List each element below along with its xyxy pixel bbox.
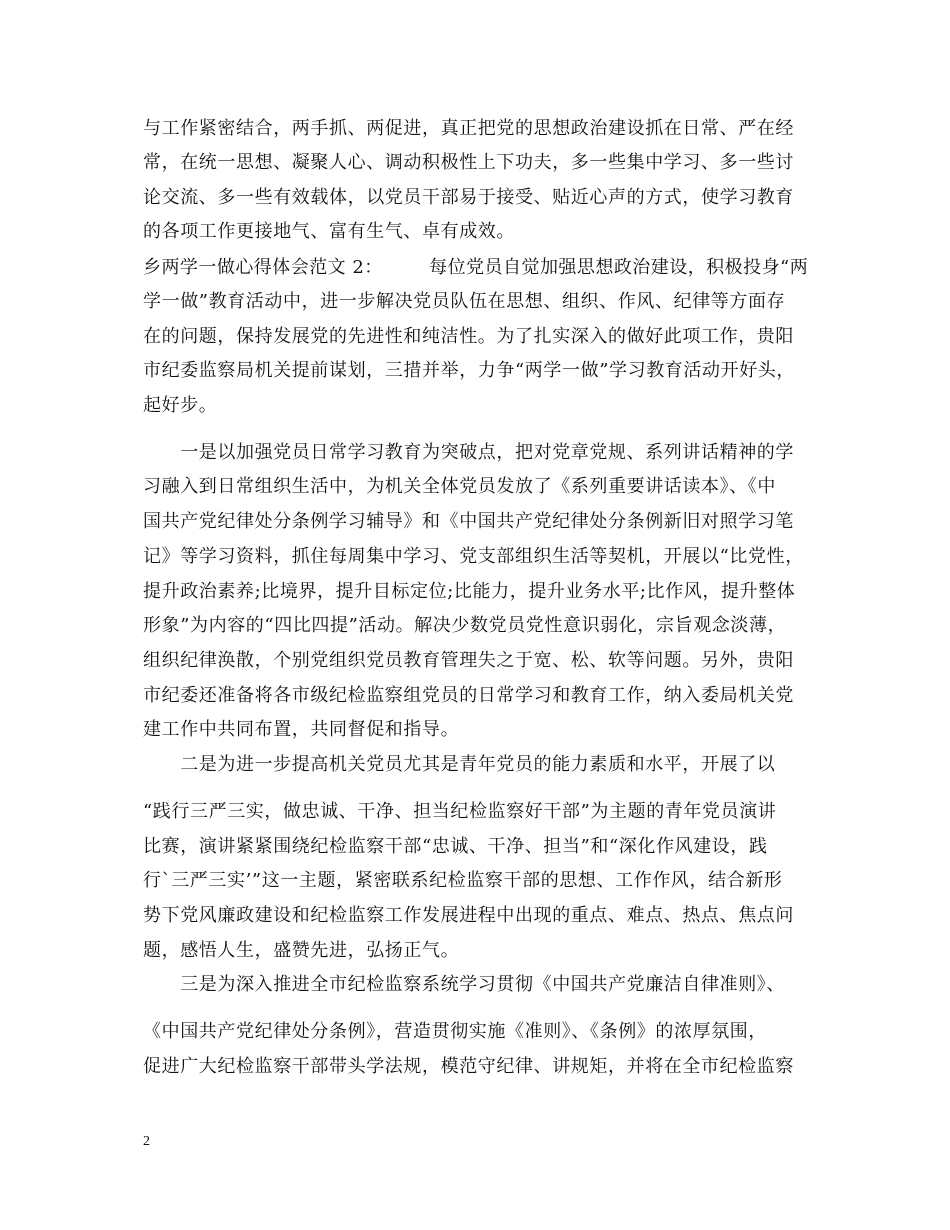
text-line: 起好步。 [143,395,218,416]
text-line: 建工作中共同布置，共同督促和指导。 [143,719,460,740]
text-line: 行`三严三实’”这一主题，紧密联系纪检监察干部的思想、工作作风，结合新形 [143,870,783,891]
text-line: 促进广大纪检监察干部带头学法规，模范守纪律、讲规矩，并将在全市纪检监察 [143,1056,794,1077]
text-line: 与工作紧密结合，两手抓、两促进，真正把党的思想政治建设抓在日常、严在经 [143,118,794,139]
text-line: 记》等学习资料，抓住每周集中学习、党支部组织生活等契机，开展以“比党性， [143,546,804,567]
text-line: 市纪委还准备将各市级纪检监察组党员的日常学习和教育工作，纳入委局机关党 [143,685,794,706]
text-line: 比赛，演讲紧紧围绕纪检监察干部“忠诚、干净、担当”和“深化作风建设，践 [143,836,768,857]
text-line: 乡两学一做心得体会范文 2： 每位党员自觉加强思想政治建设，积极投身“两 [143,257,809,278]
text-line: 习融入到日常组织生活中，为机关全体党员发放了《系列重要讲话读本》、《中 [143,476,776,497]
text-line: 在的问题，保持发展党的先进性和纯洁性。为了扎实深入的做好此项工作，贵阳 [143,326,794,347]
page-number: 2 [143,1134,150,1149]
text-line: 题，感悟人生，盛赞先进，弘扬正气。 [143,940,460,961]
text-line: 一是以加强党员日常学习教育为突破点，把对党章党规、系列讲话精神的学 [143,442,794,463]
text-line: 势下党风廉政建设和纪检监察工作发展进程中出现的重点、难点、热点、焦点问 [143,905,794,926]
text-line: 市纪委监察局机关提前谋划，三措并举，力争“两学一做”学习教育活动开好头， [143,360,796,381]
text-line: 形象”为内容的“四比四提”活动。解决少数党员党性意识弱化，宗旨观念淡薄， [143,615,787,636]
text-line: 三是为深入推进全市纪检监察系统学习贯彻《中国共产党廉洁自律准则》、 [143,974,785,995]
text-line: 组织纪律涣散，个别党组织党员教育管理失之于宽、松、软等问题。另外，贵阳 [143,650,794,671]
text-line: “践行三严三实，做忠诚、干净、担当纪检监察好干部”为主题的青年党员演讲 [143,801,777,822]
text-line: 论交流、多一些有效载体，以党员干部易于接受、贴近心声的方式，使学习教育 [143,187,794,208]
text-line: 二是为进一步提高机关党员尤其是青年党员的能力素质和水平，开展了以 [143,754,776,775]
text-line: 常，在统一思想、凝聚人心、调动积极性上下功夫，多一些集中学习、多一些讨 [143,152,794,173]
text-line: 国共产党纪律处分条例学习辅导》和《中国共产党纪律处分条例新旧对照学习笔 [143,511,794,532]
text-line: 提升政治素养;比境界，提升目标定位;比能力，提升业务水平;比作风，提升整体 [143,581,796,602]
text-line: 《中国共产党纪律处分条例》，营造贯彻实施《准则》、《条例》的浓厚氛围， [143,1021,767,1042]
text-line: 学一做”教育活动中，进一步解决党员队伍在思想、组织、作风、纪律等方面存 [143,291,786,312]
text-line: 的各项工作更接地气、富有生气、卓有成效。 [143,221,515,242]
